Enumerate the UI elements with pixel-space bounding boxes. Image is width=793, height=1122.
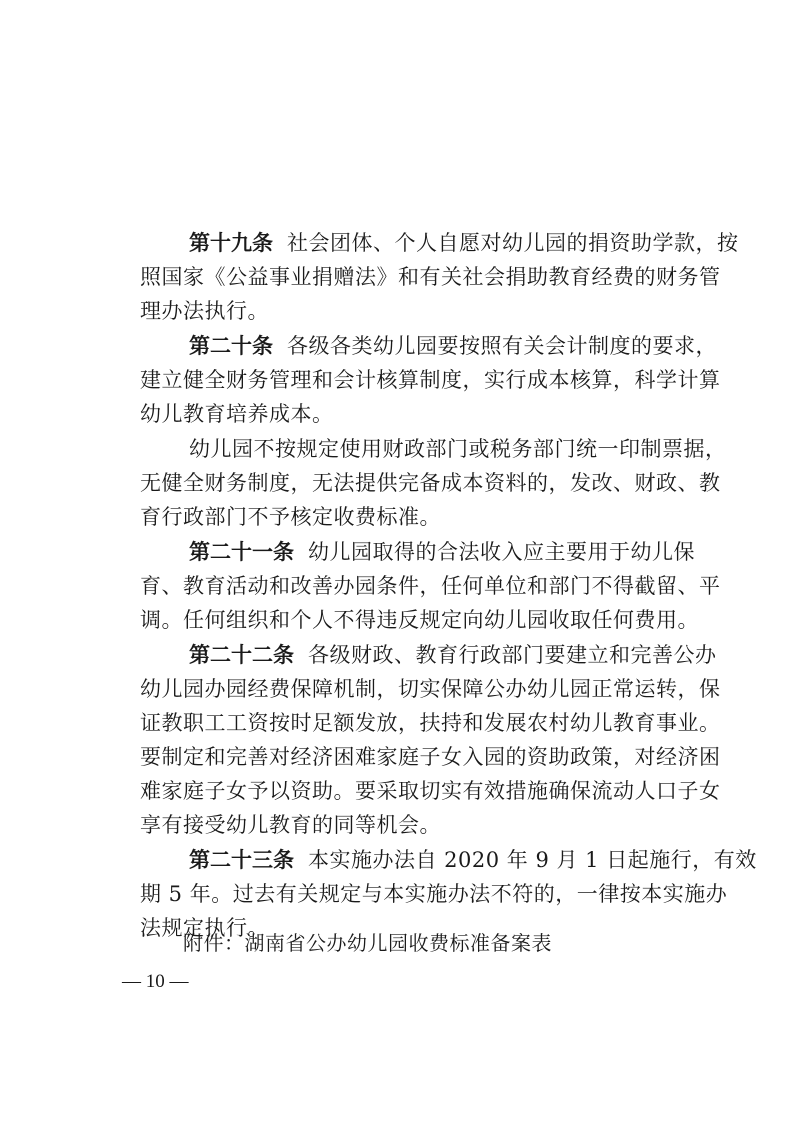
article-20-line-1	[189, 331, 717, 361]
article-19-line-1	[189, 228, 739, 258]
paragraph-receipts-line-3: 育行政部门不予核定收费标准。	[140, 505, 441, 529]
article-22-line-4: 要制定和完善对经济困难家庭子女入园的资助政策，对经济困	[140, 745, 721, 769]
article-22-line-6: 享有接受幼儿教育的同等机会。	[140, 813, 441, 837]
article-22-line-1	[189, 640, 717, 670]
article-21-line-1	[189, 537, 695, 567]
article-22-heading: 第二十二条	[189, 642, 294, 667]
article-19-text-1: 社会团体、个人自愿对幼儿园的捐资助学款，按	[287, 231, 739, 255]
article-22-line-5: 难家庭子女予以资助。要采取切实有效措施确保流动人口子女	[140, 779, 721, 803]
article-23-line-2: 期 5 年。过去有关规定与本实施办法不符的，一律按本实施办	[140, 882, 728, 906]
page-number: — 10 —	[122, 971, 189, 992]
article-20-text-1: 各级各类幼儿园要按照有关会计制度的要求，	[287, 334, 717, 358]
article-21-text-1: 幼儿园取得的合法收入应主要用于幼儿保	[308, 540, 695, 564]
attachment-line: 附件：湖南省公办幼儿园收费标准备案表	[183, 931, 552, 955]
article-23-line-1	[189, 845, 757, 875]
article-19-line-2: 照国家《公益事业捐赠法》和有关社会捐助教育经费的财务管	[140, 265, 721, 289]
paragraph-receipts-line-1: 幼儿园不按规定使用财政部门或税务部门统一印制票据，	[189, 437, 727, 461]
article-23-text-1: 本实施办法自 2020 年 9 月 1 日起施行，有效	[308, 848, 757, 872]
article-20-line-2: 建立健全财务管理和会计核算制度，实行成本核算，科学计算	[140, 368, 721, 392]
article-22-text-1: 各级财政、教育行政部门要建立和完善公办	[308, 643, 717, 667]
paragraph-receipts-line-2: 无健全财务制度，无法提供完备成本资料的，发改、财政、教	[140, 471, 721, 495]
article-19-heading: 第十九条	[189, 230, 273, 255]
article-20-heading: 第二十条	[189, 333, 273, 358]
article-21-line-3: 调。任何组织和个人不得违反规定向幼儿园收取任何费用。	[140, 608, 699, 632]
article-19-line-3: 理办法执行。	[140, 299, 269, 323]
article-23-heading: 第二十三条	[189, 847, 294, 872]
article-22-line-2: 幼儿园办园经费保障机制，切实保障公办幼儿园正常运转，保	[140, 677, 721, 701]
article-20-line-3: 幼儿教育培养成本。	[140, 402, 334, 426]
article-23-line-3: 法规定执行。	[140, 916, 269, 940]
article-21-line-2: 育、教育活动和改善办园条件，任何单位和部门不得截留、平	[140, 574, 721, 598]
article-21-heading: 第二十一条	[189, 539, 294, 564]
article-22-line-3: 证教职工工资按时足额发放，扶持和发展农村幼儿教育事业。	[140, 711, 721, 735]
